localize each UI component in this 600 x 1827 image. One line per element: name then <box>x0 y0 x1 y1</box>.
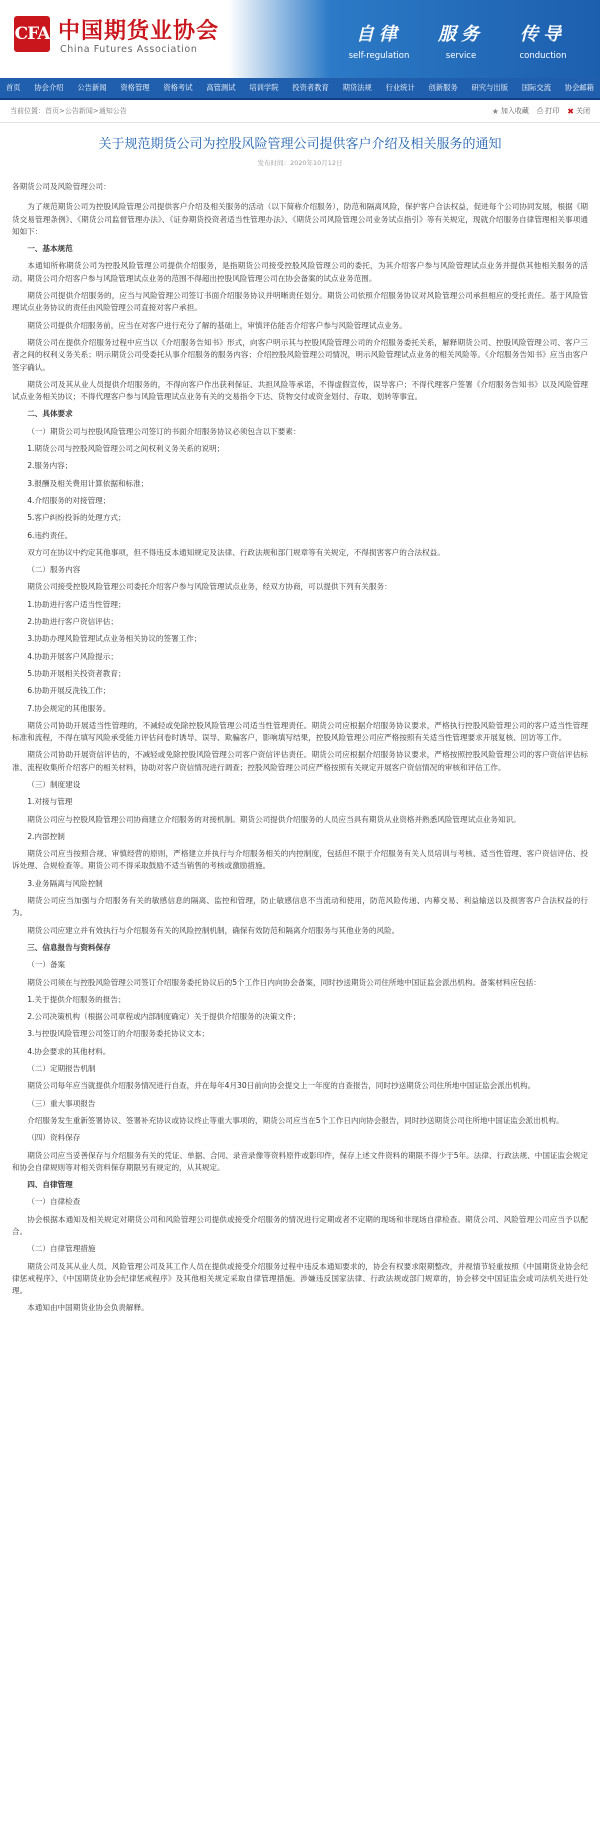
paragraph: 期货公司应当妥善保存与介绍服务有关的凭证、单据、合同、录音录像等资料原件或影印件，保存上述文件资料的期限不得少于5年。法律、行政法规、中国证监会规定和协会自律规则等对相关资料保存期限另有规定的，从其规定。 <box>12 1150 588 1172</box>
paragraph: （一）备案 <box>27 960 66 970</box>
paragraph: （一）期货公司与控股风险管理公司签订的书面介绍服务协议必须包含以下要素： <box>27 426 301 436</box>
paragraph: 6.协助开展反洗钱工作； <box>27 686 111 696</box>
section-heading: 二、具体要求 <box>27 409 73 419</box>
publish-date: 发布时间：2020年10月12日 <box>257 159 343 167</box>
nav-innovation[interactable]: 创新服务 <box>428 83 458 92</box>
paragraph: 1.协助进行客户适当性管理； <box>27 599 126 609</box>
paragraph: 期货公司提供介绍服务的，应当与风险管理公司签订书面介绍服务协议并明晰责任划分。期货公司依照介绍服务协议对风险管理公司承担相应的受托责任。基于风险管理试点业务协议的责任由风险管理公司直接对客户承担。 <box>12 291 588 313</box>
nav-regulations[interactable]: 期货法规 <box>342 83 372 92</box>
nav-about[interactable]: 协会介绍 <box>34 83 64 92</box>
article <box>0 133 600 1315</box>
site-name-en: China Futures Association <box>60 44 198 55</box>
paragraph: 双方可在协议中约定其他事项，但不得违反本通知规定及法律、行政法规和部门规章等有关规定，不得损害客户的合法权益。 <box>27 547 445 557</box>
paragraph: 本通知所称期货公司为控股风险管理公司提供介绍服务，是指期货公司接受控股风险管理公司的委托，为其介绍客户参与风险管理试点业务并提供其他相关服务的活动。期货公司介绍客户参与风险管理试点业务的范围不得超出控股风险管理公司在协会备案的试点业务范围。 <box>12 261 588 283</box>
paragraph: 5.客户纠纷投诉的处理方式； <box>27 513 126 523</box>
paragraph: （二）服务内容 <box>27 565 81 575</box>
nav-statistics[interactable]: 行业统计 <box>385 83 415 92</box>
nav-international[interactable]: 国际交流 <box>521 83 551 92</box>
paragraph: （一）自律检查 <box>27 1197 81 1207</box>
paragraph: 期货公司应与控股风险管理公司协商建立介绍服务的对接机制。期货公司提供介绍服务的人员应当具有期货从业资格并熟悉风险管理试点业务知识。 <box>27 814 521 824</box>
paragraph: 期货公司应当加强与介绍服务有关的敏感信息的隔离、监控和管理，防止敏感信息不当流动和使用，防范风险传递、内幕交易、利益输送以及损害客户合法权益的行为。 <box>12 896 588 918</box>
paragraph: 协会根据本通知及相关规定对期货公司和风险管理公司提供或接受介绍服务的情况进行定期或者不定期的现场和非现场自律检查。期货公司、风险管理公司应当予以配合。 <box>12 1214 588 1236</box>
paragraph: （三）重大事项报告 <box>27 1098 96 1108</box>
paragraph: 本通知由中国期货业协会负责解释。 <box>27 1303 149 1313</box>
section-heading: 三、信息报告与资料保存 <box>27 942 111 952</box>
paragraph: 3.报酬及相关费用计算依据和标准； <box>27 478 149 488</box>
paragraph: （三）制度建设 <box>27 779 81 789</box>
paragraph: 期货公司应当按照合规、审慎经营的原则，严格建立并执行与介绍服务相关的内控制度，包括但不限于介绍服务有关人员培训与考核、适当性管理、客户资信评估、投诉处理、合规检查等。期货公司不得采取鼓励不适当销售的考核或激励措施。 <box>12 849 588 871</box>
tool-group <box>492 106 590 116</box>
paragraph: （四）资料保存 <box>27 1133 81 1143</box>
slogan-self-regulation: 自律 self-regulation <box>348 24 410 61</box>
paragraph: 期货公司接受控股风险管理公司委托介绍客户参与风险管理试点业务，经双方协商，可以提供下列有关服务： <box>27 582 392 592</box>
paragraph: 期货公司每年应当就提供介绍服务情况进行自查，并在每年4月30日前向协会提交上一年度的自查报告，同时抄送期货公司住所地中国证监会派出机构。 <box>27 1081 536 1091</box>
slogan-conduction: 传导 conduction <box>519 24 567 61</box>
paragraph: 4.协助开展客户风险提示； <box>27 651 118 661</box>
main-nav <box>0 78 600 100</box>
paragraph: 3.与控股风险管理公司签订的介绍服务委托协议文本； <box>27 1029 210 1039</box>
paragraph: 2.内部控制 <box>27 831 65 841</box>
paragraph: 5.协助开展相关投资者教育； <box>27 668 126 678</box>
nav-news[interactable]: 公告新闻 <box>77 83 107 92</box>
favorite-icon: ★ <box>491 106 499 116</box>
paragraph: 期货公司应建立并有效执行与介绍服务有关的风险控制机制，确保有效防范和隔离介绍服务与其他业务的风险。 <box>27 925 400 935</box>
section-heading: 一、基本规范 <box>27 244 73 254</box>
slogan-group <box>338 20 584 61</box>
breadcrumb: 当前位置：首页>公告新闻>通知公告 <box>10 107 127 115</box>
paragraph: 1.对接与管理 <box>27 797 73 807</box>
site-name-cn: 中国期货业协会 <box>58 19 220 44</box>
paragraph: 介绍服务发生重新签署协议、签署补充协议或协议终止等重大事项的，期货公司应当在5个工作日内向协会报告，同时抄送期货公司住所地中国证监会派出机构。 <box>27 1115 564 1125</box>
paragraph: （二）自律管理措施 <box>27 1244 96 1254</box>
paragraph: 期货公司在提供介绍服务过程中应当以《介绍服务告知书》形式，向客户明示其与控股风险管理公司的介绍服务委托关系，解释期货公司、控股风险管理公司、客户三者之间的权利义务关系；明示期货公司受委托从事介绍服务的服务内容；介绍控股风险管理公司情况，明示风险管理试点业务的相关风险等。《介绍服务告知书》应当由客户签字确认。 <box>12 337 588 372</box>
paragraph: 期货公司及其从业人员提供介绍服务的，不得向客户作出获利保证、共担风险等承诺，不得虚假宣传，误导客户；不得代理客户签署《介绍服务告知书》以及风险管理试点业务相关协议；不得代理客户参与风险管理试点业务有关的交易指令下达、货物交付或资金划付、存取、划转等事宜。 <box>12 379 588 402</box>
paragraph: 4.介绍服务的对接管理； <box>27 495 111 505</box>
paragraph: 为了规范期货公司为控股风险管理公司提供客户介绍及相关服务的活动（以下简称介绍服务），防范和隔离风险，保护客户合法权益，促进每个公司协同发展，根据《期货交易管理条例》、《期货公司监督管理办法》、《证券期货投资者适当性管理办法》、《期货公司风险管理公司业务试点指引》等有关规定，现就介绍服务自律管理相关事项通知如下： <box>12 202 588 236</box>
close-button[interactable]: ✖ 关闭 <box>567 106 590 116</box>
salutation: 各期货公司及风险管理公司： <box>12 182 111 191</box>
add-favorite-button[interactable]: ★ 加入收藏 <box>491 106 529 116</box>
paragraph: 2.公司决策机构（根据公司章程或内部制度确定）关于提供介绍服务的决策文件； <box>27 1012 301 1022</box>
nav-mailbox[interactable]: 协会邮箱 <box>564 83 594 92</box>
print-icon: ⎙ <box>536 106 544 115</box>
print-button[interactable]: ⎙ 打印 <box>536 106 560 115</box>
nav-exam[interactable]: 资格考试 <box>163 83 193 92</box>
paragraph: 期货公司提供介绍服务前，应当在对客户进行充分了解的基础上，审慎评估能否介绍客户参与风险管理试点业务。 <box>27 320 407 330</box>
section-heading: 四、自律管理 <box>27 1180 73 1190</box>
article-body <box>12 201 588 1314</box>
nav-qualification[interactable]: 资格管理 <box>120 83 150 92</box>
paragraph: 4.协会要求的其他材料。 <box>27 1046 111 1056</box>
paragraph: 7.协会规定的其他服务。 <box>27 703 111 713</box>
slogan-service: 服务 service <box>438 24 484 61</box>
paragraph: 3.协助办理风险管理试点业务相关协议的签署工作； <box>27 634 202 644</box>
nav-home[interactable]: 首页 <box>6 83 21 92</box>
paragraph: 期货公司须在与控股风险管理公司签订介绍服务委托协议后的5个工作日内向协会备案，同时抄送期货公司住所地中国证监会派出机构。备案材料应包括： <box>27 977 541 987</box>
paragraph: 1.期货公司与控股风险管理公司之间权利义务关系的说明； <box>27 444 225 454</box>
cfa-logo-icon[interactable]: CFA <box>14 16 50 52</box>
nav-executive-test[interactable]: 高管测试 <box>206 83 236 92</box>
paragraph: 2.协助进行客户资信评估； <box>27 617 118 627</box>
paragraph: （二）定期报告机制 <box>27 1064 96 1074</box>
close-icon: ✖ <box>567 106 574 116</box>
paragraph: 6.违约责任。 <box>27 530 73 540</box>
nav-investor-education[interactable]: 投资者教育 <box>292 83 329 92</box>
paragraph: 1.关于提供介绍服务的报告； <box>27 994 126 1004</box>
nav-research[interactable]: 研究与出版 <box>471 83 509 92</box>
article-title: 关于规范期货公司为控股风险管理公司提供客户介绍及相关服务的通知 <box>98 137 502 152</box>
paragraph: 期货公司协助开展适当性管理的，不减轻或免除控股风险管理公司适当性管理责任。期货公司应根据介绍服务协议要求，严格执行控股风险管理公司的客户适当性管理标准和流程，不得在填写风险承受能力评估问卷时诱导、误导、欺骗客户，影响填写结果，控股风险管理公司应严格按照有关适当性管理要求开展复核、回访等工作。 <box>12 720 588 743</box>
nav-training[interactable]: 培训学院 <box>249 83 279 92</box>
paragraph: 2.服务内容； <box>27 461 73 471</box>
page-toolbar <box>0 100 600 123</box>
paragraph: 3.业务隔离与风险控制 <box>27 878 103 888</box>
site-header <box>0 0 600 78</box>
paragraph: 期货公司及其从业人员、风险管理公司及其工作人员在提供或接受介绍服务过程中违反本通知要求的，协会有权要求限期整改，并视情节轻重按照《中国期货业协会纪律惩戒程序》、《中国期货业协会纪律惩戒程序》及其他相关规定采取自律管理措施。涉嫌违反国家法律、行政法规或部门规章的，协会移交中国证监会或司法机关进行处理。 <box>12 1261 588 1296</box>
paragraph: 期货公司协助开展资信评估的，不减轻或免除控股风险管理公司客户资信评估责任。期货公司应根据介绍服务协议要求，严格按照控股风险管理公司的客户资信评估标准、流程收集所介绍客户的相关材料，协助对客户资信情况进行调查；控股风险管理公司应严格按照有关规定开展客户资信情况的审核和评估工作。 <box>12 750 588 772</box>
